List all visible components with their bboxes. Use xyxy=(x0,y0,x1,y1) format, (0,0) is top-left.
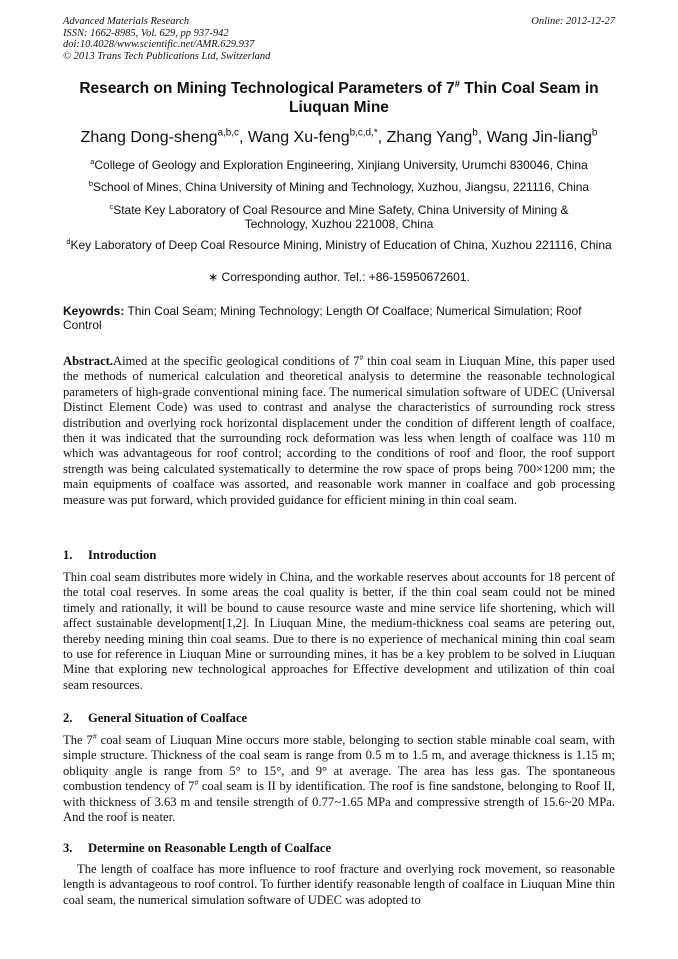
affiliation-text: Key Laboratory of Deep Coal Resource Mining, Ministry of Education of China, Xuzhou 221116, China xyxy=(70,238,612,252)
affiliation-text: State Key Laboratory of Coal Resource and Mine Safety, China University of Mining & Technology, Xuzhou 221008, China xyxy=(113,203,569,231)
author-list xyxy=(40,128,638,148)
journal-header xyxy=(63,16,615,62)
affiliation-c xyxy=(95,203,583,231)
affiliation-b xyxy=(60,180,618,194)
section-sup: # xyxy=(194,778,199,788)
paper-title xyxy=(60,79,618,117)
affiliation-mark: c xyxy=(109,202,114,211)
title-part1: Research on Mining Technological Parameters of 7 xyxy=(79,80,455,97)
section-body-length: The length of coalface has more influence to roof fracture and overlying rock movement, so reasonable length is advantageous to roof control. To further identify reasonable length of coalface in Liuquan Mine thin coal seam, the numerical simulation software of UDEC was adopted to xyxy=(63,862,615,907)
section-title: Determine on Reasonable Length of Coalface xyxy=(88,841,332,855)
keywords-label: Keyowrds: xyxy=(63,304,125,318)
section-heading-introduction xyxy=(63,548,615,563)
author-separator: , xyxy=(239,129,248,146)
section-text: coal seam is II by identification. The roof is fine sandstone, belonging to Roof II, with thickness of 3.63 m and tensile strength of 0.77~1.65 MPa and compressive strength of 15.6~20 MPa. And the roof is neater. xyxy=(63,779,615,825)
affiliation-d xyxy=(60,238,618,252)
abstract-text: thin coal seam in Liuquan Mine, this paper used the methods of numerical calculation and theoretical analysis to determine the reasonable technological parameters of high-grade conventional mining face. The numerical simulation software of UDEC (Universal Distinct Element Code) was used to contrast and analyse the characteristics of surrounding rock stress distribution and overlying rock horizontal displacement under the condition of different length of coalface, then it was indicated that the surrounding rock deformation was less when length of coalface was 110 m which was advantageous for roof control; according to the conditions of roof and floor, the roof support strength was being calculated systematically to determine the row space of props being 700×1200 mm; the main equipments of coalface was assorted, and reasonable work manner in coalface and gob processing measure was put forward, which provided guidance for efficient mining in thin coal seam. xyxy=(63,354,615,507)
affiliation-text: School of Mines, China University of Mining and Technology, Xuzhou, Jiangsu, 221116, China xyxy=(93,180,590,194)
issn-line: ISSN: 1662-8985, Vol. 629, pp 937-942 xyxy=(63,27,229,39)
online-date: Online: 2012-12-27 xyxy=(531,16,615,27)
section-heading-length xyxy=(63,841,615,856)
section-text: The 7 xyxy=(63,733,93,747)
abstract-label: Abstract. xyxy=(63,354,114,368)
journal-name: Advanced Materials Research xyxy=(63,16,190,27)
keywords-text: Thin Coal Seam; Mining Technology; Length Of Coalface; Numerical Simulation; Roof Control xyxy=(63,304,582,332)
author-affil-marks: b xyxy=(591,127,598,139)
author-name: Wang Jin-liang xyxy=(486,129,592,146)
author-affil-marks: a,b,c xyxy=(217,127,240,139)
section-heading-coalface xyxy=(63,711,615,726)
section-body-coalface xyxy=(63,733,615,825)
section-number: 1. xyxy=(63,548,73,562)
affiliation-mark: d xyxy=(66,237,71,246)
title-sup: # xyxy=(454,78,460,90)
author-separator: , xyxy=(377,129,387,146)
author-separator: , xyxy=(477,129,487,146)
section-title: Introduction xyxy=(88,548,157,562)
keywords xyxy=(63,304,615,332)
author-affil-marks: b xyxy=(472,127,478,139)
section-text: coal seam of Liuquan Mine occurs more stable, belonging to section stable minable coal seam, with simple structure. Thickness of the coal seam is range from 0.5 m to 1.5 m, and average thickness is 1.15 m; obliquity angle is range from 5° to 15°, and 9° at average. The area has less gas. The spontaneous combustion tendency of 7 xyxy=(63,733,615,794)
affiliation-mark: a xyxy=(90,157,95,166)
abstract-text: Aimed at the specific geological conditions of 7 xyxy=(113,354,360,368)
abstract-sup: # xyxy=(359,352,364,362)
section-sup: # xyxy=(92,731,97,741)
author-name: Zhang Dong-sheng xyxy=(80,129,218,146)
section-body-introduction: Thin coal seam distributes more widely in China, and the workable reserves about accounts for 18 percent of the total coal reserves. In some areas the coal quality is better, if the thin coal seam could not be mined timely and rationally, it will be bound to cause resource waste and mine service life shortening, which will affect sustainable development[1,2]. In Liuquan Mine, the medium-thickness coal seams are petering out, thereby needing mining thin coal seams. Due to there is no experience of mechanical mining thin coal seam to use for reference in Liuquan Mine or surrounding mines, it has be a key problem to be solved in Liuquan Mine that exploring new technological approaches for Effective development and utilization of thin coal seam resources. xyxy=(63,570,615,692)
section-number: 3. xyxy=(63,841,73,855)
corresponding-author: ∗ Corresponding author. Tel.: +86-15950672601. xyxy=(208,270,470,284)
title-part2: Thin Coal Seam in Liuquan Mine xyxy=(289,80,599,116)
affiliation-mark: b xyxy=(88,179,94,188)
author-name: Wang Xu-feng xyxy=(247,129,350,146)
abstract xyxy=(63,354,615,508)
affiliation-text: College of Geology and Exploration Engineering, Xinjiang University, Urumchi 830046, China xyxy=(94,158,588,172)
affiliation-a xyxy=(60,158,618,172)
section-title: General Situation of Coalface xyxy=(88,711,248,725)
section-number: 2. xyxy=(63,711,73,725)
author-affil-marks: b,c,d,* xyxy=(349,127,378,139)
copyright-line: © 2013 Trans Tech Publications Ltd, Switzerland xyxy=(63,50,271,62)
doi-line: doi:10.4028/www.scientific.net/AMR.629.937 xyxy=(63,39,255,50)
author-name: Zhang Yang xyxy=(386,129,473,146)
